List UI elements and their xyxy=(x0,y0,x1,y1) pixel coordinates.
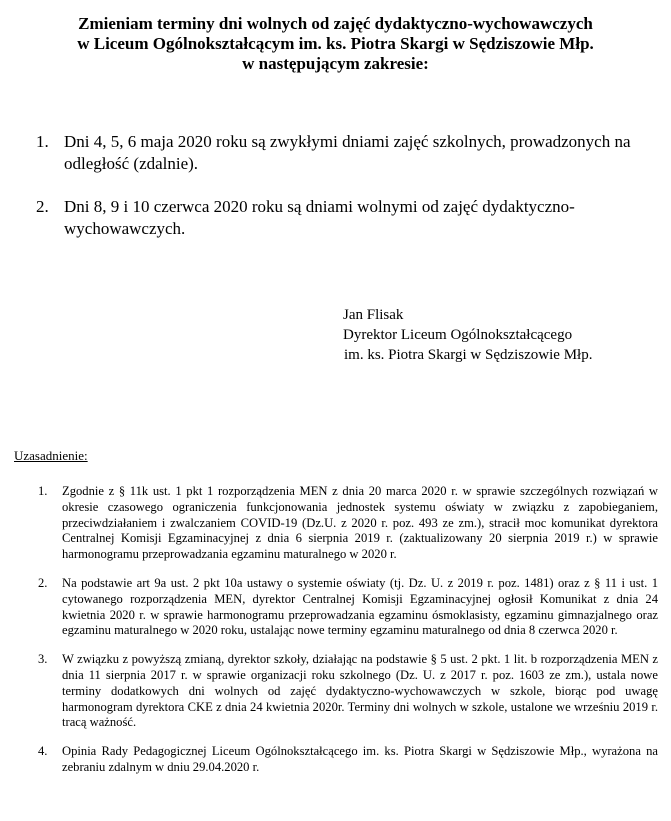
justification-list xyxy=(38,484,658,789)
decision-item xyxy=(36,131,646,175)
justification-item xyxy=(38,652,658,731)
decision-item-number: 1. xyxy=(36,132,49,151)
justification-heading: Uzasadnienie: xyxy=(14,448,88,463)
justification-item-text: W związku z powyższą zmianą, dyrektor szkoły, działając na podstawie § 5 ust. 2 pkt. 1 lit. b rozporządzenia MEN z dnia 11 sierpnia 2017 r. w sprawie organizacji roku szkolnego (Dz. U. z 2017 r. poz. 1603 ze zm.), ustala nowe terminy dodatkowych dni wolnych od zajęć dydaktyczno-wychowawczych w szkole, biorąc pod uwagę harmonogram dyrektora CKE z dnia 24 kwietnia 2020r. Terminy dni wolnych w szkole, ustalone we wrześniu 2019 r. tracą ważność. xyxy=(62,652,658,730)
justification-item-number: 1. xyxy=(38,484,48,498)
justification-item-text: Na podstawie art 9a ust. 2 pkt 10a ustawy o systemie oświaty (tj. Dz. U. z 2019 r. poz. 1481) oraz z § 11 i ust. 1 cytowanego rozporządzenia MEN, dyrektor Centralnej Komisji Egzaminacyjnej ogłosił Komunikat z dnia 24 kwietnia 2020 r. w sprawie harmonogramu przeprowadzania egzaminu ósmoklasisty, egzaminu gimnazjalnego oraz egzaminu maturalnego w 2020 roku, ustalając nowe terminy egzaminu maturalnego od dnia 8 czerwca 2020 r. xyxy=(62,575,658,638)
document-heading xyxy=(0,14,671,74)
decision-item-text: Dni 4, 5, 6 maja 2020 roku są zwykłymi dniami zajęć szkolnych, prowadzonych na odległość (zdalnie). xyxy=(64,132,631,173)
justification-item-text: Opinia Rady Pedagogicznej Liceum Ogólnokształcącego im. ks. Piotra Skargi w Sędziszowie Młp., wyrażona na zebraniu zdalnym w dniu 29.04.2020 r. xyxy=(62,744,658,774)
justification-item-number: 2. xyxy=(38,575,48,590)
heading-line-3: w następującym zakresie: xyxy=(242,54,429,73)
justification-item xyxy=(38,484,658,563)
justification-item-number: 4. xyxy=(38,744,48,759)
decision-list xyxy=(36,131,646,261)
signature-block xyxy=(343,305,592,365)
decision-item xyxy=(36,196,646,240)
justification-item-number: 3. xyxy=(38,652,48,667)
heading-line-2: w Liceum Ogólnokształcącym im. ks. Piotra Skargi w Sędziszowie Młp. xyxy=(77,34,594,53)
decision-item-number: 2. xyxy=(36,197,49,216)
signature-title-2: im. ks. Piotra Skargi w Sędziszowie Młp. xyxy=(344,347,593,363)
decision-item-text: Dni 8, 9 i 10 czerwca 2020 roku są dniami wolnymi od zajęć dydaktyczno-wychowawczych. xyxy=(64,197,575,238)
signature-name: Jan Flisak xyxy=(343,307,404,323)
heading-line-1: Zmieniam terminy dni wolnych od zajęć dydaktyczno-wychowawczych xyxy=(78,14,593,33)
signature-title-1: Dyrektor Liceum Ogólnokształcącego xyxy=(343,327,573,343)
justification-item xyxy=(38,744,658,776)
justification-item xyxy=(38,576,658,639)
justification-item-text: Zgodnie z § 11k ust. 1 pkt 1 rozporządzenia MEN z dnia 20 marca 2020 r. w sprawie szczególnych rozwiązań w okresie czasowego ograniczenia funkcjonowania jednostek systemu oświaty w związku z zapobieganiem, przeciwdziałaniem i zwalczaniem COVID-19 (Dz.U. z 2020 r. poz. 493 ze zm.), stracił moc komunikat dyrektora Centralnej Komisji Egzaminacyjnej z dnia 6 sierpnia 2019 r. (zaktualizowany 20 sierpnia 2019 r.) w sprawie harmonogramu przeprowadzania egzaminu maturalnego w 2020 r. xyxy=(62,484,658,562)
